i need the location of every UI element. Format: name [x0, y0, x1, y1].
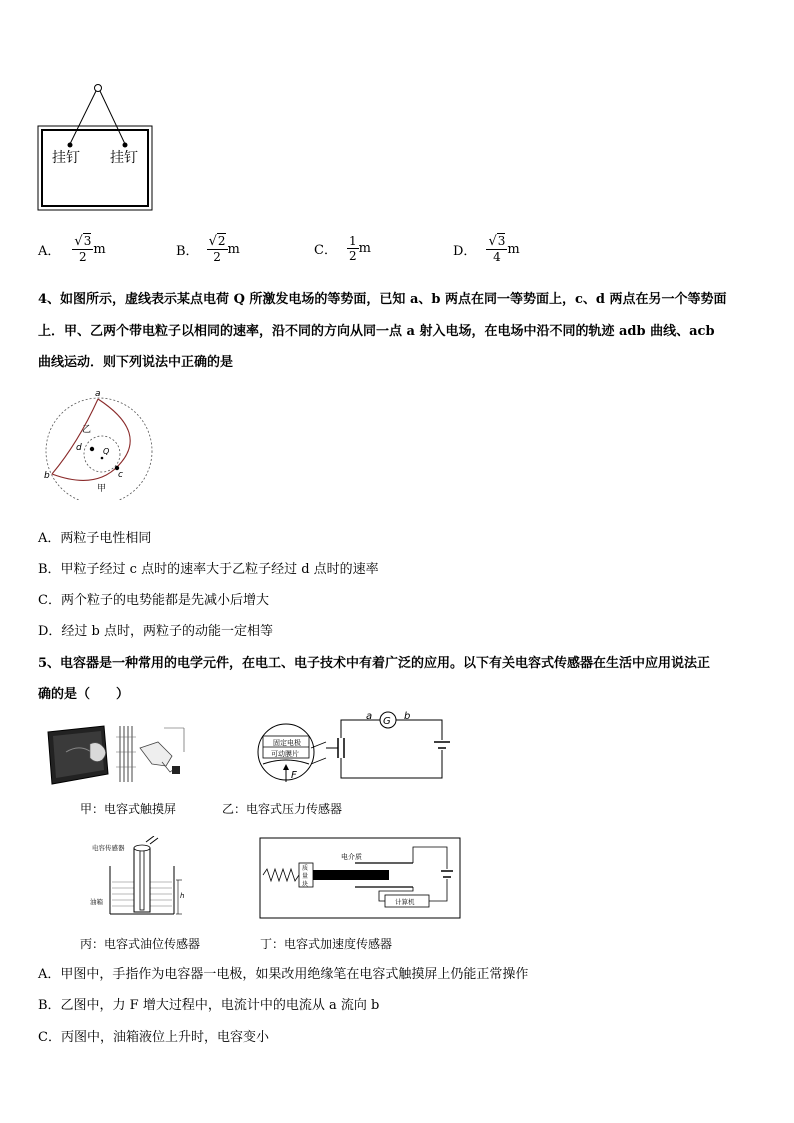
caption-yi: 乙：电容式压力传感器	[222, 802, 343, 816]
q5-option-b[interactable]: B．乙图中，力 F 增大过程中，电流计中的电流从 a 流向 b	[38, 998, 380, 1013]
label-a: a	[95, 389, 101, 399]
pressure-sensor-figure	[256, 710, 452, 790]
label-b-yi: b	[404, 711, 411, 722]
frame-figure	[36, 80, 166, 214]
nail-label-left: 挂钉	[52, 150, 80, 166]
caption-jia: 甲：电容式触摸屏	[80, 802, 177, 816]
svg-text:h: h	[180, 892, 185, 900]
q3-option-c[interactable]: C． $\frac{1}{2}$ m	[314, 234, 371, 263]
label-a-yi: a	[366, 711, 373, 722]
q4-option-d[interactable]: D．经过 b 点时，两粒子的动能一定相等	[38, 624, 274, 639]
nail-label-right: 挂钉	[110, 150, 138, 166]
q4-option-c[interactable]: C．两个粒子的电势能都是先减小后增大	[38, 593, 269, 608]
label-galvanometer: G	[383, 716, 391, 727]
q3-option-a[interactable]: A． $\frac{√3}{2}$ m	[38, 234, 106, 264]
label-yi: 乙	[82, 425, 92, 435]
q4-stem-line3: 曲线运动．则下列说法中正确的是	[38, 355, 234, 370]
label-b: b	[44, 471, 50, 481]
label-mass-2: 量	[302, 873, 309, 880]
accelerometer-figure	[259, 837, 461, 919]
q4-option-a[interactable]: A．两粒子电性相同	[38, 531, 152, 546]
q4-stem-line1: 4、如图所示，虚线表示某点电荷 Q 所激发电场的等势面，已知 a、b 两点在同一等势面上，c、d 两点在另一个等势面	[38, 292, 727, 307]
label-tank: 油箱	[90, 898, 103, 906]
touchscreen-figure	[44, 722, 194, 788]
q5-stem-line1: 5、电容器是一种常用的电学元件，在电工、电子技术中有着广泛的应用。以下有关电容式传感器在生活中应用说法正	[38, 656, 711, 671]
q5-option-c[interactable]: C．丙图中，油箱液位上升时，电容变小	[38, 1030, 269, 1045]
caption-bing: 丙：电容式油位传感器	[80, 937, 201, 951]
label-cap-sensor: 电容传感器	[92, 844, 125, 852]
q5-option-a[interactable]: A．甲图中，手指作为电容器一电极，如果改用绝缘笔在电容式触摸屏上仍能正常操作	[38, 967, 529, 982]
label-d: d	[76, 443, 82, 453]
label-movable-membrane: 可动膜片	[271, 750, 299, 758]
label-q: Q	[103, 447, 110, 456]
q5-stem-line2: 确的是（ ）	[38, 687, 130, 702]
caption-ding: 丁：电容式加速度传感器	[260, 937, 393, 951]
label-computer: 计算机	[395, 898, 415, 906]
label-c: c	[118, 470, 123, 480]
oil-level-figure	[88, 836, 196, 918]
label-force-f: F	[291, 770, 297, 781]
label-mass-1: 质	[302, 865, 309, 872]
q4-stem-line2: 上．甲、乙两个带电粒子以相同的速率，沿不同的方向从同一点 a 射入电场，在电场中沿不同的轨迹 adb 曲线、acb	[38, 324, 715, 339]
label-jia: 甲	[97, 484, 107, 494]
q3-option-d[interactable]: D． $\frac{√3}{4}$ m	[453, 234, 520, 264]
q4-field-figure	[40, 388, 160, 500]
q4-option-b[interactable]: B．甲粒子经过 c 点时的速率大于乙粒子经过 d 点时的速率	[38, 562, 379, 577]
label-fixed-electrode: 固定电极	[273, 739, 301, 747]
label-mass-3: 块	[302, 881, 309, 888]
label-dielectric: 电介质	[341, 853, 362, 861]
q3-option-b[interactable]: B． $\frac{√2}{2}$ m	[176, 234, 240, 264]
